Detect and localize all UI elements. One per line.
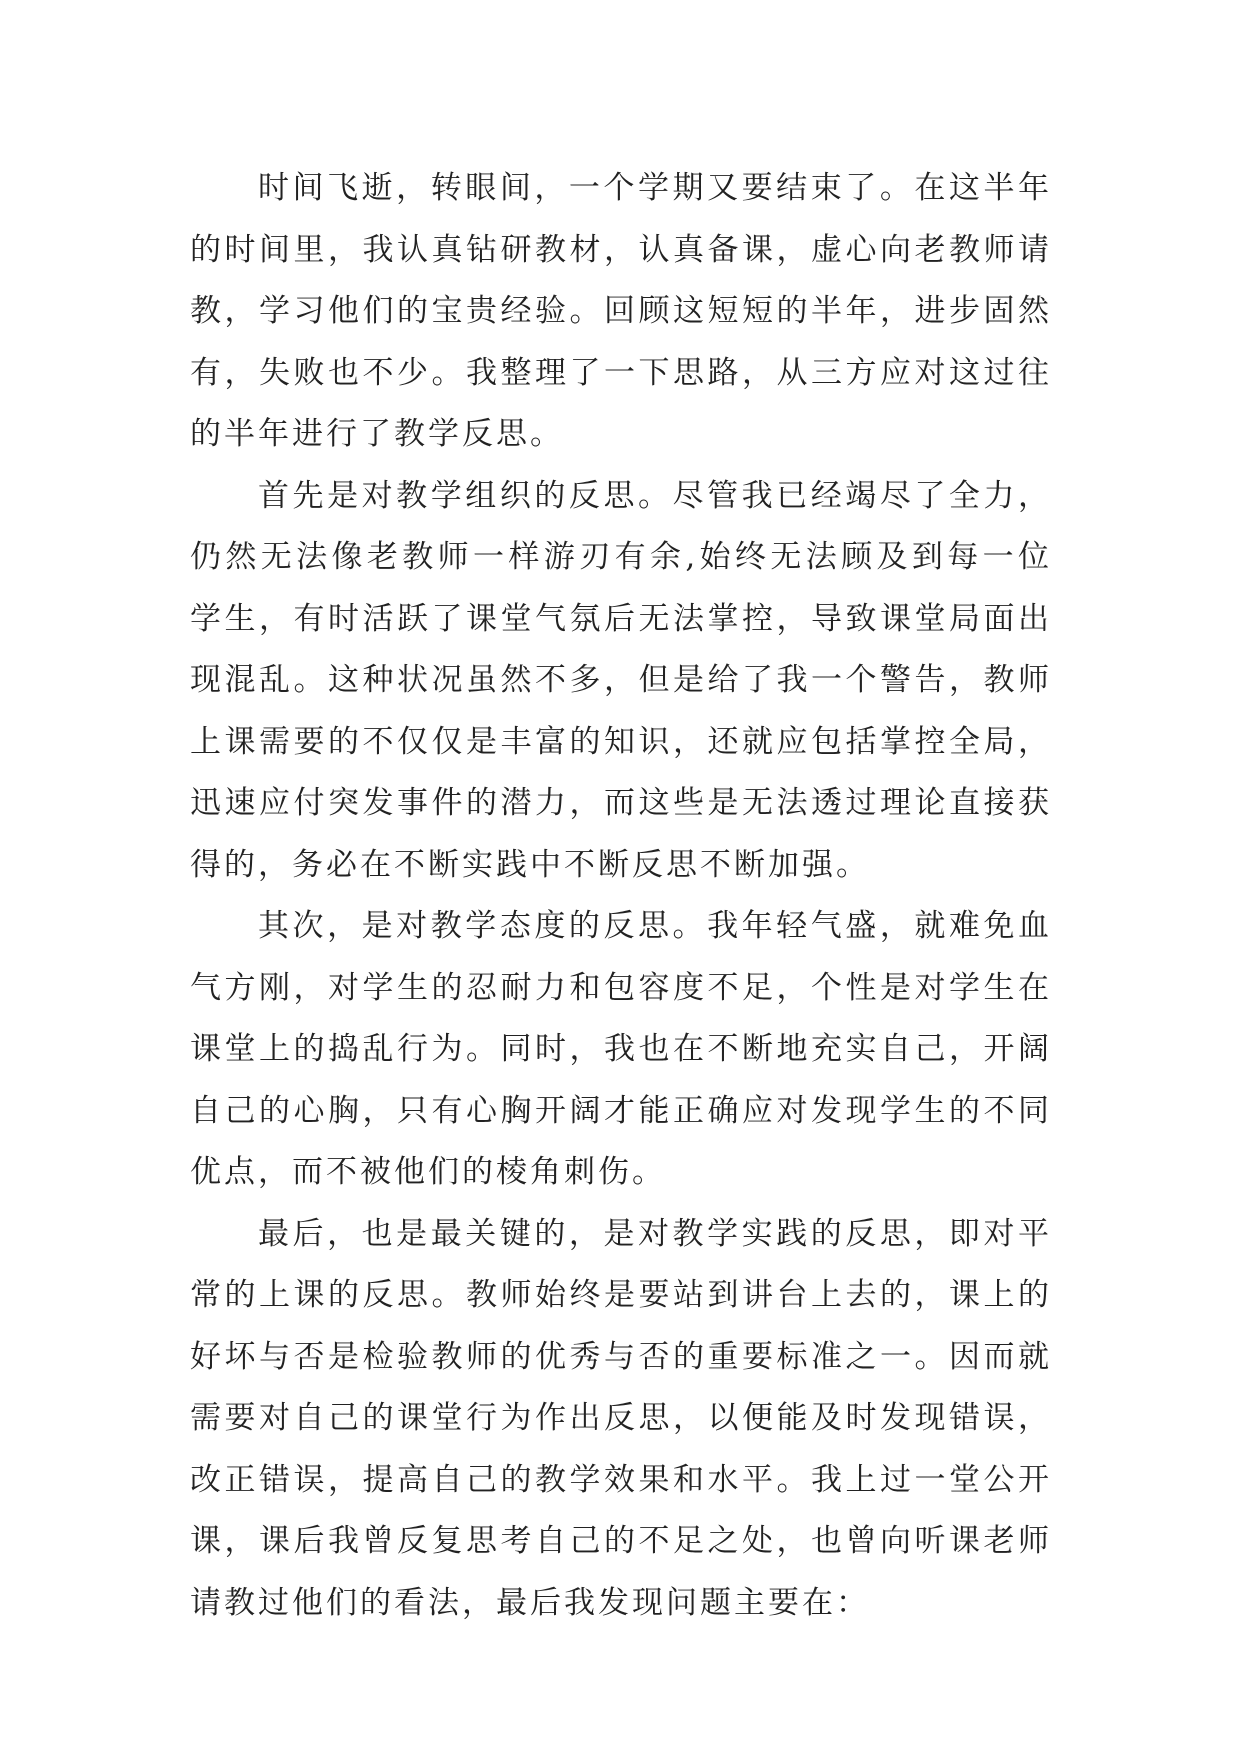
document-body [190,158,1052,1634]
paragraph-teaching-practice: 最后，也是最关键的，是对教学实践的反思，即对平常的上课的反思。教师始终是要站到讲台上去的，课上的好坏与否是检验教师的优秀与否的重要标准之一。因而就需要对自己的课堂行为作出反思，以便能及时发现错误，改正错误，提高自己的教学效果和水平。我上过一堂公开课，课后我曾反复思考自己的不足之处，也曾向听课老师请教过他们的看法，最后我发现问题主要在： [190,1215,1052,1621]
paragraph-intro: 时间飞逝，转眼间，一个学期又要结束了。在这半年的时间里，我认真钻研教材，认真备课，虚心向老教师请教，学习他们的宝贵经验。回顾这短短的半年，进步固然有，失败也不少。我整理了一下思路，从三方应对这过往的半年进行了教学反思。 [190,170,1052,452]
paragraph-teaching-attitude: 其次，是对教学态度的反思。我年轻气盛，就难免血气方刚，对学生的忍耐力和包容度不足，个性是对学生在课堂上的捣乱行为。同时，我也在不断地充实自己，开阔自己的心胸，只有心胸开阔才能正确应对发现学生的不同优点，而不被他们的棱角刺伤。 [190,908,1052,1190]
paragraph-teaching-organization: 首先是对教学组织的反思。尽管我已经竭尽了全力，仍然无法像老教师一样游刃有余,始终无法顾及到每一位学生，有时活跃了课堂气氛后无法掌控，导致课堂局面出现混乱。这种状况虽然不多，但是给了我一个警告，教师上课需要的不仅仅是丰富的知识，还就应包括掌控全局，迅速应付突发事件的潜力，而这些是无法透过理论直接获得的，务必在不断实践中不断反思不断加强。 [190,477,1052,883]
